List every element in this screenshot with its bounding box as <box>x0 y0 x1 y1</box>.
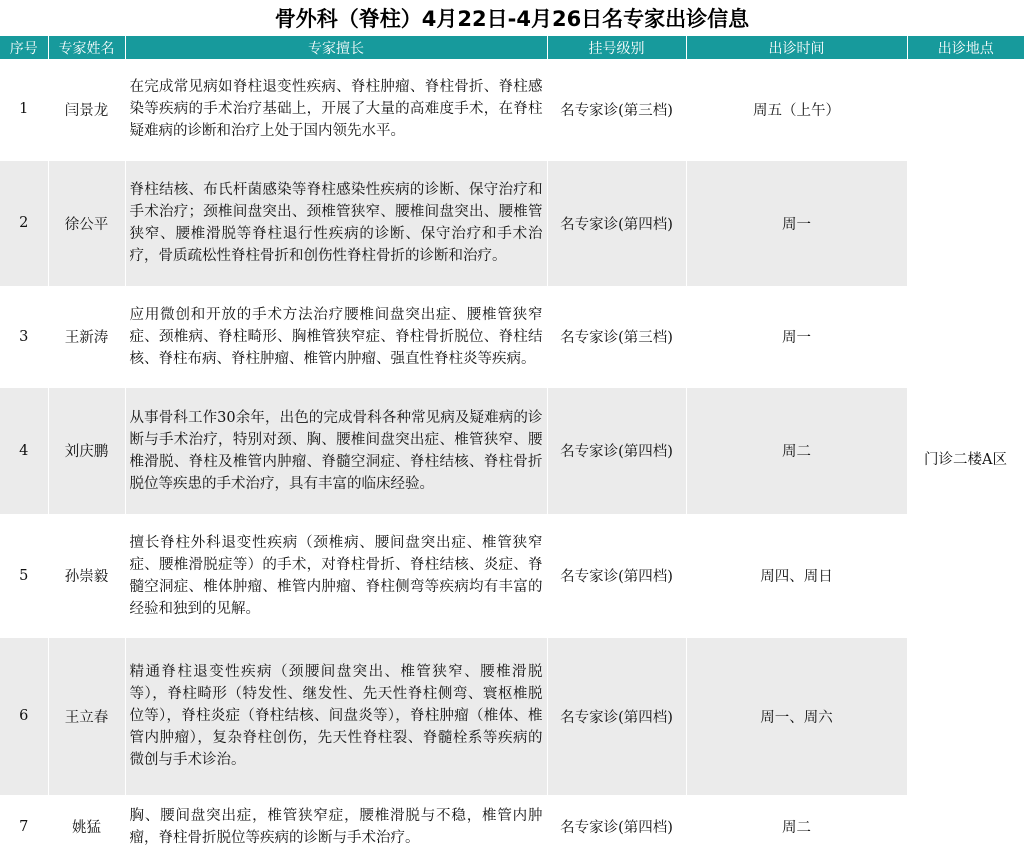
row-index: 7 <box>0 795 48 858</box>
expert-specialty: 脊柱结核、布氏杆菌感染等脊柱感染性疾病的诊断、保守治疗和手术治疗；颈椎间盘突出、颈椎管狭窄、腰椎间盘突出、腰椎管狭窄、腰椎滑脱等脊柱退行性疾病的诊断、保守治疗和手术治疗，骨质疏松性脊柱骨折和创伤性脊柱骨折的诊断和治疗。 <box>125 160 547 286</box>
clinic-time: 周一、周六 <box>686 637 907 795</box>
clinic-time: 周四、周日 <box>686 514 907 637</box>
expert-name: 孙崇毅 <box>48 514 125 637</box>
clinic-time: 周二 <box>686 795 907 858</box>
header-location: 出诊地点 <box>907 36 1024 59</box>
expert-specialty: 应用微创和开放的手术方法治疗腰椎间盘突出症、腰椎管狭窄症、颈椎病、脊柱畸形、胸椎管狭窄症、脊柱骨折脱位、脊柱结核、脊柱布病、脊柱肿瘤、椎管内肿瘤、强直性脊柱炎等疾病。 <box>125 286 547 387</box>
table-row <box>0 286 1024 387</box>
expert-name: 闫景龙 <box>48 59 125 160</box>
clinic-time: 周一 <box>686 160 907 286</box>
table-row <box>0 59 1024 160</box>
registration-level: 名专家诊(第四档) <box>547 514 686 637</box>
expert-specialty: 擅长脊柱外科退变性疾病（颈椎病、腰间盘突出症、椎管狭窄症、腰椎滑脱症等）的手术，对脊柱骨折、脊柱结核、炎症、脊髓空洞症、椎体肿瘤、椎管内肿瘤、脊柱侧弯等疾病均有丰富的经验和独到的见解。 <box>125 514 547 637</box>
registration-level: 名专家诊(第四档) <box>547 637 686 795</box>
schedule-table <box>0 36 1024 859</box>
expert-specialty: 在完成常见病如脊柱退变性疾病、脊柱肿瘤、脊柱骨折、脊柱感染等疾病的手术治疗基础上，开展了大量的高难度手术，在脊柱疑难病的诊断和治疗上处于国内领先水平。 <box>125 59 547 160</box>
page-title: 骨外科（脊柱）4月22日-4月26日名专家出诊信息 <box>274 7 750 31</box>
expert-name: 徐公平 <box>48 160 125 286</box>
expert-name: 姚猛 <box>48 795 125 858</box>
table-row <box>0 795 1024 858</box>
table-row <box>0 514 1024 637</box>
expert-specialty: 精通脊柱退变性疾病（颈腰间盘突出、椎管狭窄、腰椎滑脱等），脊柱畸形（特发性、继发性、先天性脊柱侧弯、寰枢椎脱位等），脊柱炎症（脊柱结核、间盘炎等），脊柱肿瘤（椎体、椎管内肿瘤），复杂脊柱创伤，先天性脊柱裂、脊髓栓系等疾病的微创与手术诊治。 <box>125 637 547 795</box>
clinic-time: 周五（上午） <box>686 59 907 160</box>
row-index: 2 <box>0 160 48 286</box>
row-index: 1 <box>0 59 48 160</box>
clinic-time: 周二 <box>686 387 907 514</box>
row-index: 4 <box>0 387 48 514</box>
registration-level: 名专家诊(第三档) <box>547 286 686 387</box>
header-time: 出诊时间 <box>686 36 907 59</box>
registration-level: 名专家诊(第四档) <box>547 795 686 858</box>
registration-level: 名专家诊(第四档) <box>547 160 686 286</box>
expert-name: 王新涛 <box>48 286 125 387</box>
expert-name: 王立春 <box>48 637 125 795</box>
header-name: 专家姓名 <box>48 36 125 59</box>
row-index: 3 <box>0 286 48 387</box>
row-index: 6 <box>0 637 48 795</box>
clinic-time: 周一 <box>686 286 907 387</box>
registration-level: 名专家诊(第三档) <box>547 59 686 160</box>
header-index: 序号 <box>0 36 48 59</box>
header-level: 挂号级别 <box>547 36 686 59</box>
table-row <box>0 637 1024 795</box>
row-index: 5 <box>0 514 48 637</box>
header-row <box>0 36 1024 59</box>
registration-level: 名专家诊(第四档) <box>547 387 686 514</box>
table-row <box>0 387 1024 514</box>
expert-name: 刘庆鹏 <box>48 387 125 514</box>
header-specialty: 专家擅长 <box>125 36 547 59</box>
expert-specialty: 从事骨科工作30余年，出色的完成骨科各种常见病及疑难病的诊断与手术治疗，特别对颈、胸、腰椎间盘突出症、椎管狭窄、腰椎滑脱、脊柱及椎管内肿瘤、脊髓空洞症、脊柱结核、脊柱骨折脱位等疾患的手术治疗，具有丰富的临床经验。 <box>125 387 547 514</box>
expert-specialty: 胸、腰间盘突出症，椎管狭窄症，腰椎滑脱与不稳，椎管内肿瘤，脊柱骨折脱位等疾病的诊断与手术治疗。 <box>125 795 547 858</box>
table-row <box>0 160 1024 286</box>
clinic-location: 门诊二楼A区 <box>907 59 1024 858</box>
